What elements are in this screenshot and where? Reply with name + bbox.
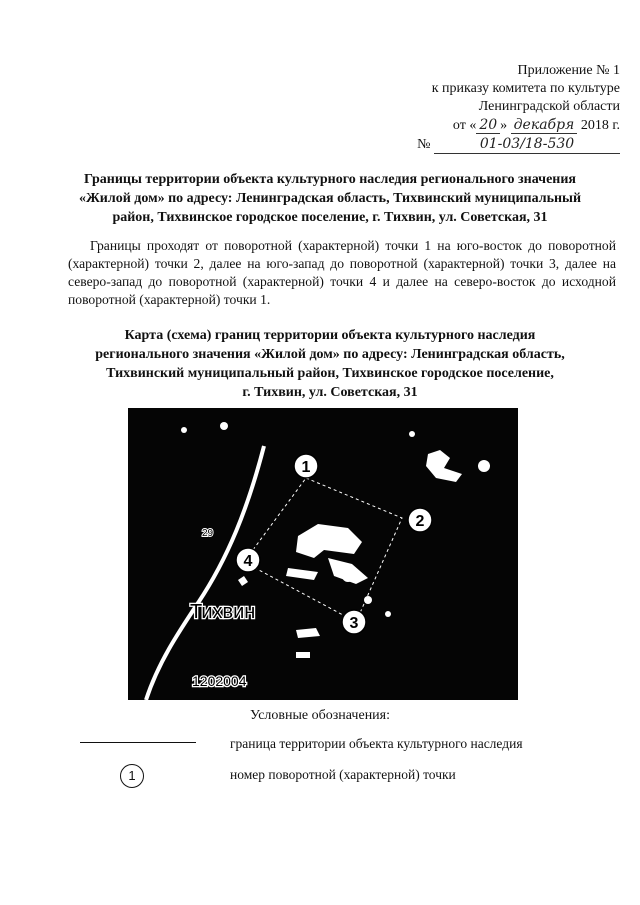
map-canvas (128, 408, 518, 700)
point-marker-2 (408, 508, 432, 532)
point-label-1: 1 (301, 459, 311, 476)
handwritten-month: декабря (511, 117, 578, 134)
appendix-number: № 01-03/18-530 (360, 135, 620, 154)
point-number-symbol: 1 (120, 764, 144, 788)
appendix-line-2: к приказу комитета по культуре (431, 81, 620, 96)
handwritten-day: 20 (476, 117, 500, 134)
cadastral-label: 1202004 (192, 673, 247, 689)
point-marker-3 (342, 610, 366, 634)
boundary-line-symbol (80, 742, 196, 743)
point-label-3: 3 (349, 615, 359, 632)
handwritten-number: 01-03/18-530 (434, 135, 620, 154)
point-marker-1 (294, 454, 318, 478)
document-title: Границы территории объекта культурного наследия регионального значения «Жилой дом» по адресу: Ленинградская область, Тихвинский муниципальный район, Тихвинское городское поселение, г. Тихвин, ул. Советская, 31 (78, 172, 582, 225)
boundary-description: Границы проходят от поворотной (характерной) точки 1 на юго-восток до поворотной (характерной) точки 2, далее на юго-запад до поворотной (характерной) точки 3, далее на северо-запад до поворотной (характерной) точки 4 и далее на северо-восток до исходной поворотной (характерной) точки 1. (68, 238, 616, 307)
point-label-2: 2 (415, 513, 425, 530)
appendix-date: от « 20 » декабря 2018 г. (452, 117, 620, 133)
boundary-map (128, 408, 518, 700)
point-label-4: 4 (243, 553, 253, 570)
appendix-header (360, 62, 620, 154)
appendix-line-1: Приложение № 1 (517, 63, 620, 78)
map-title: Карта (схема) границ территории объекта культурного наследия регионального значения «Жилой дом» по адресу: Ленинградская область, Тихвинский муниципальный район, Тихвинское городское поселение, г. Тихвин, ул. Советская, 31 (95, 328, 565, 400)
legend-point-text: номер поворотной (характерной) точки (230, 767, 456, 782)
legend-title: Условные обозначения: (249, 708, 391, 723)
parcel-number-label: 29 (202, 528, 214, 539)
appendix-line-3: Ленинградской области (478, 99, 620, 114)
legend-boundary-text: граница территории объекта культурного наследия (230, 736, 523, 751)
city-label: Тихвин (190, 601, 256, 623)
point-marker-4 (236, 548, 260, 572)
